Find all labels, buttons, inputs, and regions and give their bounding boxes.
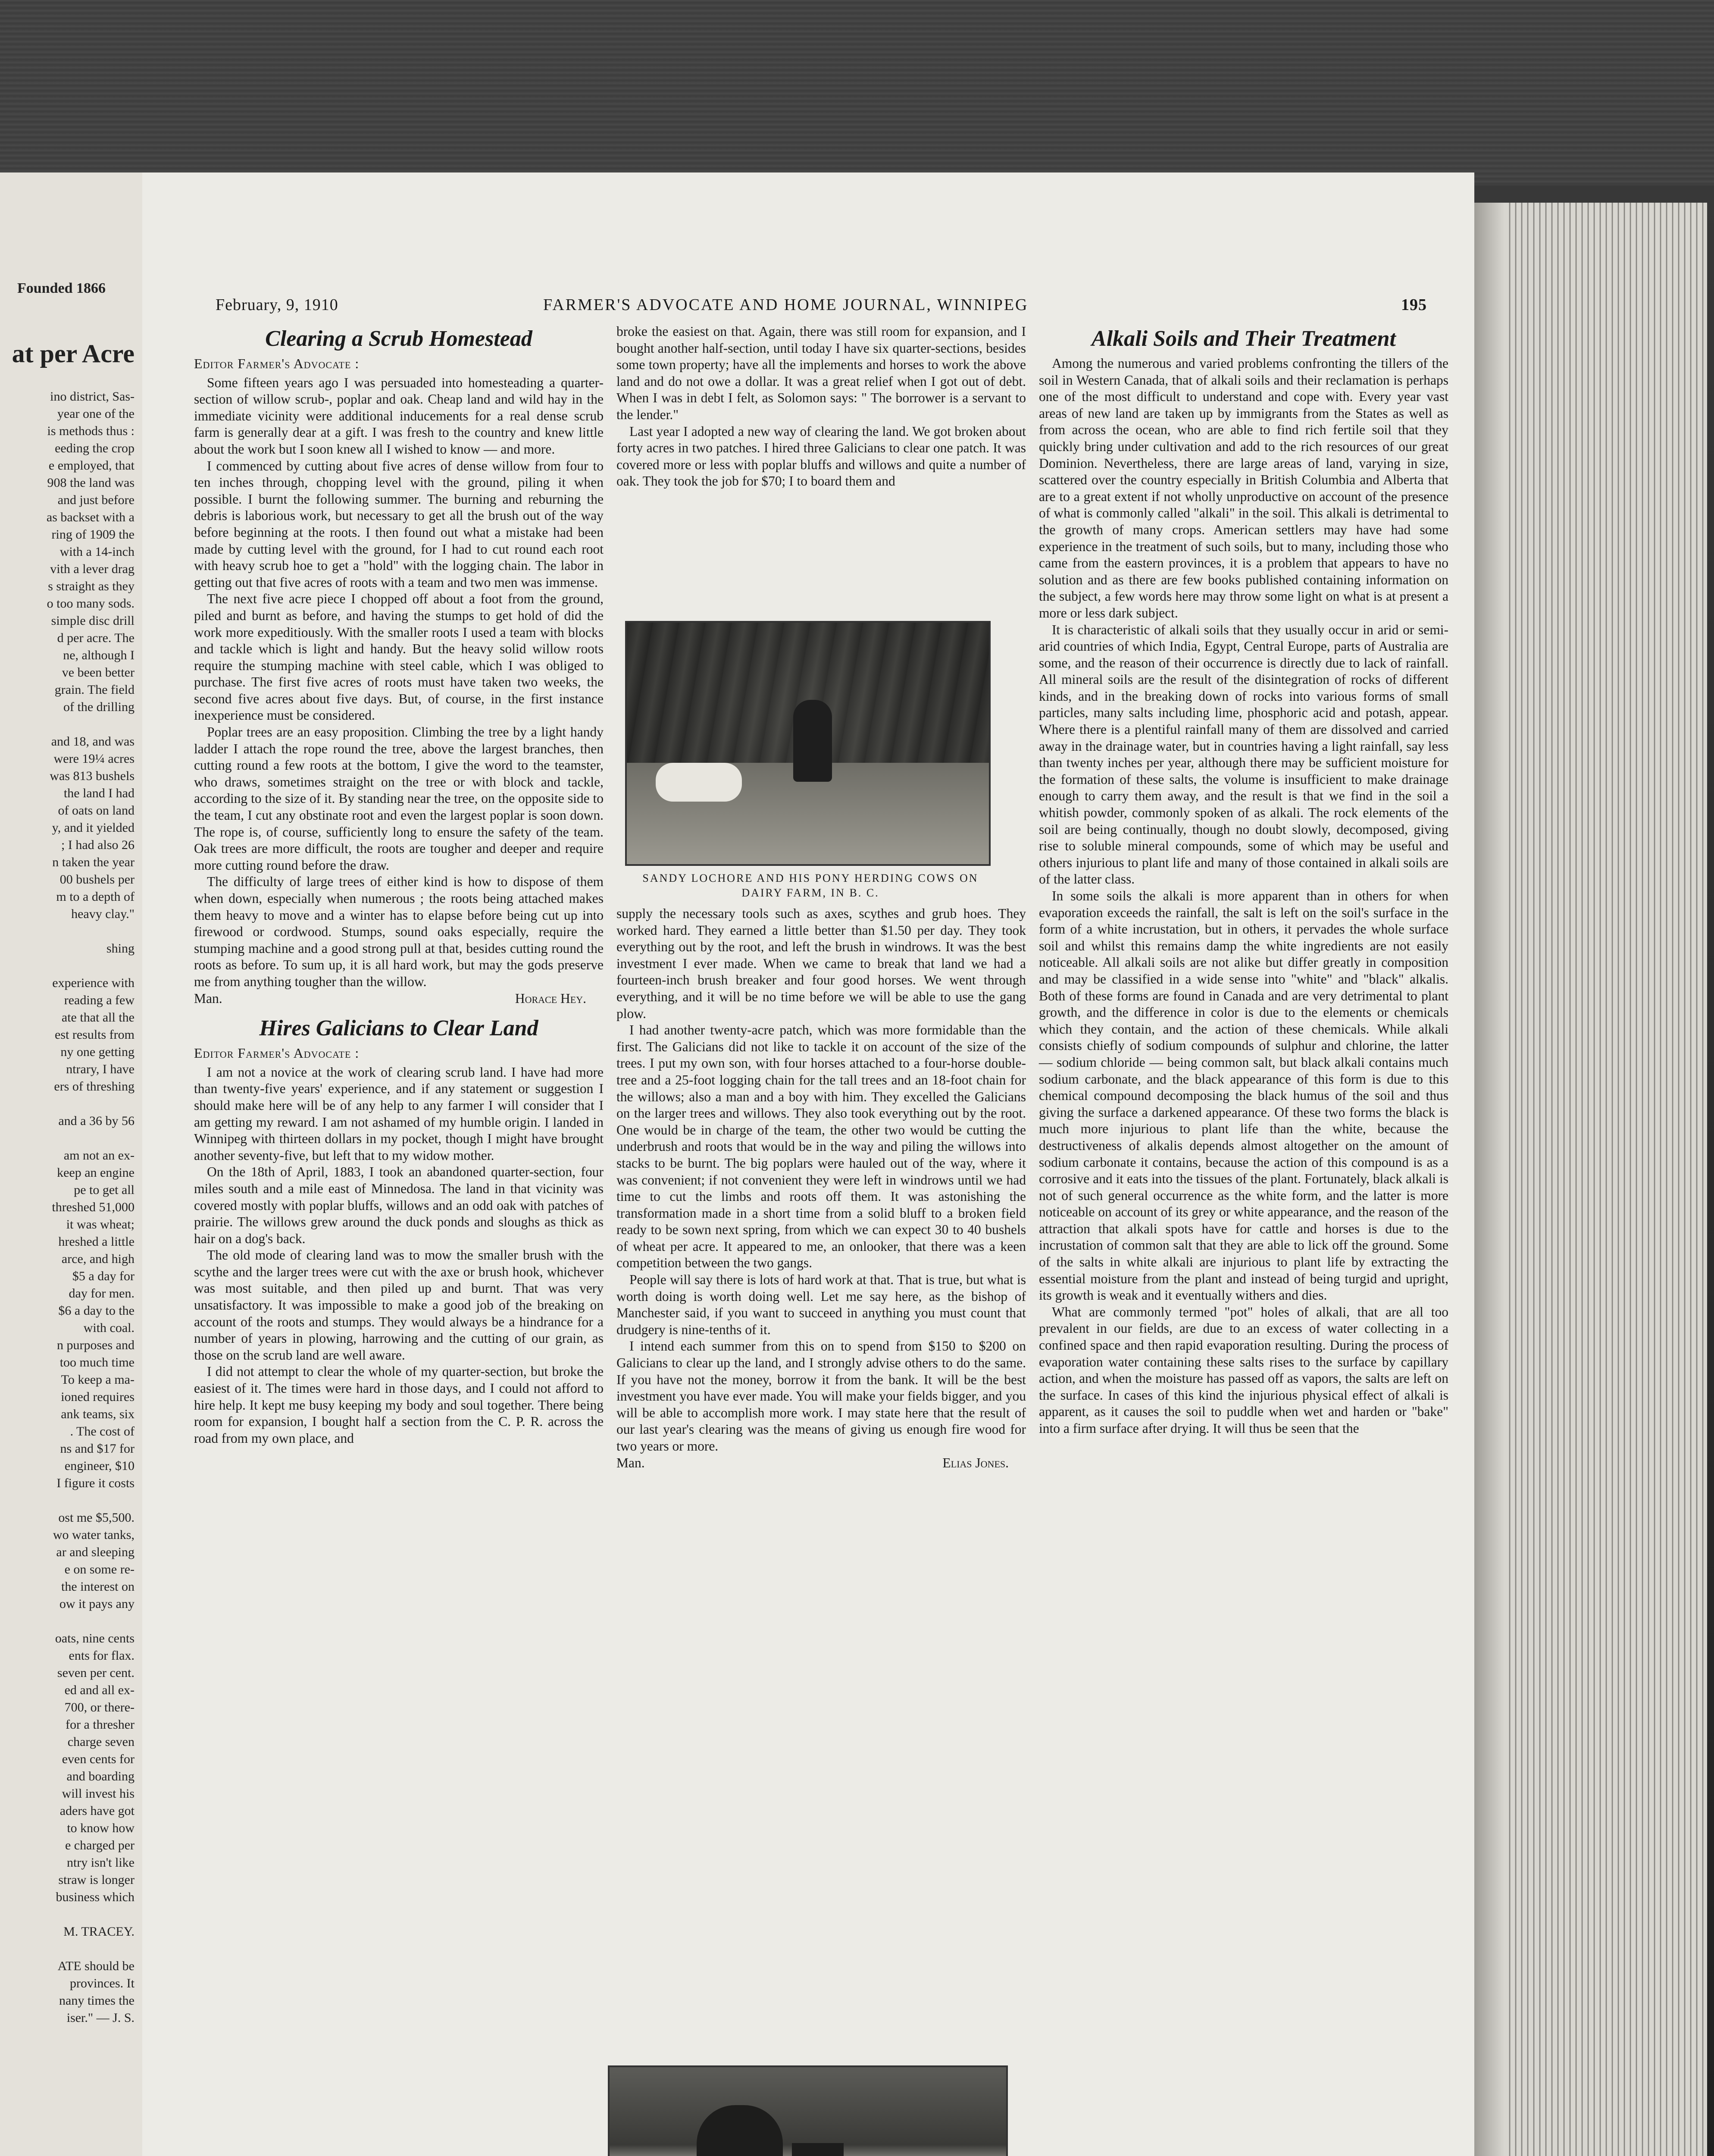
article-2-author: Elias Jones.: [942, 1455, 1009, 1470]
article-2-paragraph: The old mode of clearing land was to mow the smaller brush with the scythe and the larger trees were cut with the axe or brush hook, whichever was most suitable, and then piled up and burnt. That was very unsatisfactory. It was impossible to make a good job of the breaking on account of the roots and stumps. They would always be a hindrance for a number of years in plowing, harrowing and the cutting of our grain, as those on the scrub land are well aware.: [194, 1247, 604, 1363]
column-1: [194, 323, 604, 1447]
newspaper-page: [142, 172, 1474, 2156]
article-1-author: Horace Hey.: [515, 990, 586, 1006]
page-date: February, 9, 1910: [216, 296, 338, 314]
article-2-paragraph: broke the easiest on that. Again, there was still room for expansion, and I bought another half-section, until today I have six quarter-sections, besides some town property; have all the implements and horses to work the above land and do not owe a dollar. It was a great relief when I got out of debt. When I was in debt I felt, as Solomon says: " The borrower is a servant to the lender.": [616, 324, 1026, 422]
article-3-title: Alkali Soils and Their Treatment: [1092, 326, 1396, 351]
article-2-paragraph: People will say there is lots of hard work at that. That is true, but what is worth doing is worth doing well. Let me say here, as the bishop of Manchester said, if you want to succeed in anything you must count that drudgery is nine-tenths of it.: [616, 1272, 1026, 1337]
page-number: 195: [1401, 296, 1427, 314]
article-2-title: Hires Galicians to Clear Land: [259, 1016, 538, 1041]
article-1-signoff: [194, 990, 604, 1007]
article-2-paragraph: I had another twenty-acre patch, which was more formidable than the first. The Galicians did not like to tackle it on account of the size of the trees. I put my own son, with four horses attached to a four-horse double-tree and a 25-foot logging chain for the tall trees and an 18-foot chain for the willows; also a man and a boy with him. They excelled the Galicians on the larger trees and willows. They also took everything out by the root. One would be in charge of the team, the other two would be cutting the underbrush and roots that would be in the way and piling the willows into stacks to be burnt. The big poplars were hauled out of the way, where it was convenient; if not convenient they were left in windrows until we had time to cut the limbs and roots off them. It was astonishing the transformation made in a short time from a solid bluff to a broken field ready to be sown next spring, from which we can expect 30 to 40 bushels of wheat per acre. It appeared to me, an onlooker, that there was a keen competition between the two gangs.: [616, 1022, 1026, 1271]
photo-pony-herding-cows: [625, 621, 991, 866]
article-1-paragraph: The difficulty of large trees of either kind is how to dispose of them when down, especially when numerous ; the roots being attached makes them heavy to move and a winter has to elapse before being cut up into firewood or cordwood. Stumps, sound oaks especially, require the stumping machine and a good strong pull at that, besides cutting round the roots as before. To sum up, it is all hard work, but may the gods preserve me from anything tougher than the willow.: [194, 874, 604, 989]
article-2-paragraph: I did not attempt to clear the whole of my quarter-section, but broke the easiest of it. The times were hard in those days, and I could not afford to hire help. It kept me busy keeping my body and soul together. There being room for expansion, I bought half a section from the C. P. R. across the road from my own place, and: [194, 1364, 604, 1446]
photo-1-caption: SANDY LOCHORE AND HIS PONY HERDING COWS ON DAIRY FARM, IN B. C.: [642, 872, 979, 899]
photo-wagon: [792, 2143, 844, 2156]
article-1-paragraph: Some fifteen years ago I was persuaded into homesteading a quarter-section of willow scrub-, poplar and oak. Cheap land and wild hay in the immediate vicinity were additional inducements for a real dense scrub farm is generally dear at a gift. I was fresh to the country and knew little about the work but I soon knew all I wished to know — and more.: [194, 375, 604, 457]
article-3-paragraph: Among the numerous and varied problems confronting the tillers of the soil in Western Canada, that of alkali soils and their reclamation is perhaps one of the most difficult to understand and cope with. Every year vast areas of new land are taken up by immigrants from the States as well as from across the ocean, who are able to find rich fertile soil that they quickly bring under cultivation and add to the rich resources of our great Dominion. Nevertheless, there are large areas of land, varying in size, scattered over the country especially in British Columbia and Alberta that are to a great extent if not wholly unproductive on account of the presence of what is commonly called "alkali" in the soil. This alkali is detrimental to the growth of many crops. American settlers may have had some experience in the treatment of such soils, but to many, including those who came from the eastern provinces, it is a problem that appears to have no solution and as there are few books published containing information on the subject, a few words here may throw some light on what is at present a more or less dark subject.: [1039, 356, 1448, 620]
article-2-signoff: [616, 1455, 1026, 1472]
column-2-top: [616, 323, 1026, 490]
left-page-header: Founded 1866: [17, 280, 106, 296]
article-3-paragraph: In some soils the alkali is more apparent than in others for when evaporation exceeds the rainfall, the salt is left on the soil's surface in the form of a white incrustation, but in others, it pervades the whole surface soil and whilst this remains damp the white ingredients are not easily noticeable. All alkali soils are not alike but differ greatly in composition and may be classified in a wide sense into "white" and "black" alkalis. Both of these forms are found in Canada and are very detrimental to plant growth, and the difference in color is due to the elements or chemicals which they contain, and the action of these chemicals. While alkali consists chiefly of sodium compounds of sulphur and chlorine, the latter — sodium chloride — being common salt, but black alkali contains much sodium carbonate, and the black appearance of this form is due to this chemical compound decomposing the black humus of the soil and thus giving the surface a darkened appearance. Of these two forms the black is much more injurious to plant life than the white, because the destructiveness of alkalis depends almost altogether on the amount of sodium carbonate it contains, because the action of this compound is as a corrosive and it eats into the tissues of the plant. Fortunately, black alkali is not of such general occurrence as the white form, and the latter is more noticeable on account of its grey or white appearance, and the reason of the attraction that alkali spots have for cattle and horses is due to the incrustation of common salt that they are able to lick off the ground. Some of the salts in white alkali are injurious to plant life by extracting the essential moisture from the plant and instead of being turgid and upright, its growth is weak and it eventually withers and dies.: [1039, 888, 1448, 1303]
left-page-fragment: [0, 172, 145, 2156]
article-2-paragraph: I am not a novice at the work of clearing scrub land. I have had more than twenty-five years' experience, and if any statement or suggestion I should make here will be of any help to any farmer I will consider that I am getting my reward. I am not ashamed of my humble origin. I landed in Winnipeg with thirteen dollars in my pocket, though I might have brought another seventy-five, but left that to my widow mother.: [194, 1064, 604, 1163]
article-1-paragraph: The next five acre piece I chopped off about a foot from the ground, piled and burnt as before, and having the stumps to get hold of did the work more expeditiously. With the smaller roots I used a team with blocks and tackle which is light and handy. But the heavy solid willow roots require the stumping machine with steel cable, which I was obliged to purchase. The first five acres of roots must have taken two weeks, the second five acres about five days. But, of course, in the first instance inexperience must be considered.: [194, 591, 604, 723]
photo-rider: [793, 700, 832, 782]
column-2-bottom: [616, 906, 1026, 1471]
article-2-paragraph: Last year I adopted a new way of clearing the land. We got broken about forty acres in two patches. I hired three Galicians to clear one patch. It was covered more or less with poplar bluffs and willows and quite a number of oak. They took the job for $70; I to board them and: [616, 423, 1026, 489]
left-page-lines: ino district, Sas- year one of the is methods thus : eeding the crop e employed, that 908 the land was and just before as backset with a ring of 1909 the with a 14-inch vith a lever drag s straight as they o too many sods. simple disc drill d per acre. The ne, although I ve been better grain. The field of the drilling and 18, and was were 19¼ acres was 813 bushels the land I had of oats on land y, and it yielded ; I had also 26 n taken the year 00 bushels per m to a depth of heavy clay." shing experience with reading a few ate that all the est results from ny one getting ntrary, I have ers of threshing and a 36 by 56 am not an ex- keep an engine pe to get all threshed 51,000 it was wheat; hreshed a little arce, and high $5 a day for day for men. $6 a day to the with coal. n purposes and too much time To keep a ma- ioned requires ank teams, six . The cost of ns and $17 for engineer, $10 I figure it costs ost me $5,500. wo water tanks, ar and sleeping e on some re- the interest on ow it pays any oats, nine cents ents for flax. seven per cent. ed and all ex- 700, or there- for a thresher charge seven even cents for and boarding will invest his aders have got to know how e charged per ntry isn't like straw is longer business which M. TRACEY. ATE should be provinces. It nany times the iser." — J. S.: [46, 389, 134, 2025]
article-2-place: Man.: [616, 1455, 645, 1470]
column-3: [1039, 323, 1448, 1437]
page-edge-shadow: [1474, 203, 1504, 2156]
article-2-paragraph: On the 18th of April, 1883, I took an abandoned quarter-section, four miles south and a mile east of Minnedosa. The land in that vicinity was covered mostly with poplar bluffs, willows and an odd oak with patches of prairie. The willows grew around the duck ponds and sloughs as thick as hair on a dog's back.: [194, 1164, 604, 1246]
book-page-edges: [1474, 203, 1707, 2156]
article-3-paragraph: It is characteristic of alkali soils that they usually occur in arid or semi-arid countries of which India, Egypt, Central Europe, parts of Australia are some, and the reason of their occurrence is directly due to lack of rainfall. All mineral soils are the result of the disintegration of rocks of different kinds, and in the breaking down of rocks into various forms of small particles, many salts including lime, phosphoric acid and potash, appear. Where there is a plentiful rainfall many of them are dissolved and carried away in the drainage water, but in countries having a light rainfall, say less than twenty inches per year, although there may be sufficient moisture for the formation of these salts, the volume is insufficient to make drainage enough to carry them away, and the result is that we find in the soil a whitish powder, commonly spoken of as alkali. The rock elements of the soil are being continually, though no doubt slowly, decomposed, giving rise to soluble mineral compounds, some of which may be useful and others injurious to plant life and many of those contained in alkali soils are of the latter class.: [1039, 622, 1448, 887]
article-3-paragraph: What are commonly termed "pot" holes of alkali, that are all too prevalent in our fields, are due to an excess of water collecting in a confined space and then rapid evaporation resulting. During the process of evaporation water containing these salts rises to the surface by capillary action, and when the moisture has passed off as vapors, the salts are left on the surface. In cases of this kind the injurious physical effect of alkali is apparent, as it causes the soil to puddle when wet and harden or "bake" into a firm surface after drying. It will thus be seen that the: [1039, 1304, 1448, 1436]
article-1-paragraph: I commenced by cutting about five acres of dense willow from four to ten inches through, chopping level with the ground, piling it when possible. I burnt the following summer. The burning and reburning the debris is laborious work, but necessary to get all the brush out of the way before beginning at the roots. I then found out what a mistake had been made by cutting level with the ground, for I had to cut round each root with heavy scrub hoe to get a "hold" with the logging chain. The labor in getting out that five acres of roots with a team and two men was immense.: [194, 458, 604, 590]
article-2-paragraph: I intend each summer from this on to spend from $150 to $200 on Galicians to clear up the land, and I strongly advise others to do the same. If you have not the money, borrow it from the bank. It will be the best investment you have ever made. You will make your fields bigger, and you will be able to accomplish more work. I may state here that the result of our last year's clearing was the means of giving us enough fire wood for two years or more.: [616, 1338, 1026, 1454]
article-1-place: Man.: [194, 990, 222, 1006]
article-2-editor: Editor Farmer's Advocate :: [194, 1045, 360, 1061]
scan-top-band: [0, 0, 1714, 185]
left-page-title: at per Acre: [12, 339, 134, 368]
photo-hay-stack: [697, 2105, 783, 2156]
photo-cow: [656, 763, 742, 802]
photo-stacking-hay: [608, 2065, 1008, 2156]
article-1-editor: Editor Farmer's Advocate :: [194, 356, 360, 371]
left-page-text: [0, 319, 142, 2044]
journal-title: FARMER'S ADVOCATE AND HOME JOURNAL, WINNIPEG: [543, 296, 1029, 314]
article-1-paragraph: Poplar trees are an easy proposition. Climbing the tree by a light handy ladder I attach the rope round the tree, above the largest branches, then cutting round a few roots at the bottom, I give the word to the teamster, who draws, sometimes straight on the tree or with block and tackle, according to the size of it. By standing near the tree, on the opposite side to the team, I cut any obstinate root and even the largest poplar is soon down. The rope is, of course, sufficiently long to ensure the safety of the team. Oak trees are more difficult, the roots are tougher and deeper and require more cutting round before the draw.: [194, 724, 604, 873]
article-1-title: Clearing a Scrub Homestead: [265, 326, 532, 351]
article-2-paragraph: supply the necessary tools such as axes, scythes and grub hoes. They worked hard. They earned a little better than $1.50 per day. They took everything out by the root, and left the brush in windrows. It was the best investment I ever made. When we came to break that land we had a fourteen-inch brush breaker and four good horses. We went through everything, and it will be no time before we will be able to use the gang plow.: [616, 906, 1026, 1021]
